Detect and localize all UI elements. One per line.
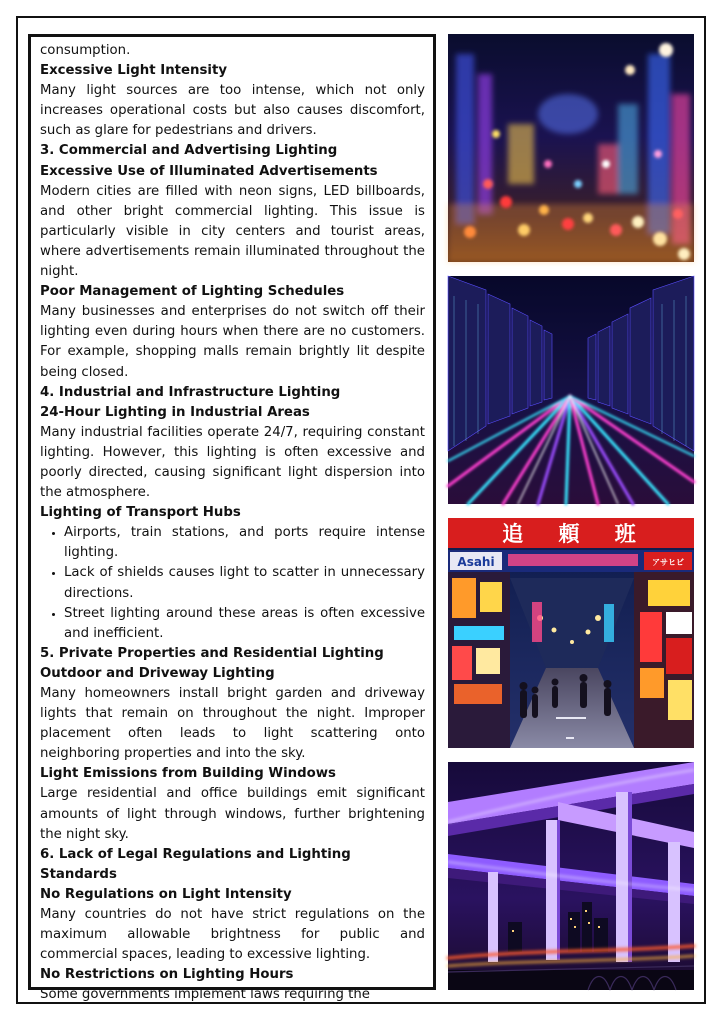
section-heading: 4. Industrial and Infrastructure Lighting (40, 384, 341, 400)
paragraph: Many light sources are too intense, which not only increases operational costs but also causes discomfort, such as glare for pedestrians and drivers. (40, 83, 425, 139)
asahi-sign-text: Asahi (457, 555, 495, 569)
section-heading: No Restrictions on Lighting Hours (40, 967, 294, 983)
paragraph: Many businesses and enterprises do not switch off their lighting even during hours when there are no customers. For example, shopping malls remain brightly lit despite being closed. (40, 304, 425, 380)
paragraph: Many countries do not have strict regulations on the maximum allowable brightness for public and commercial spaces, leading to excessive lighting. (40, 907, 425, 963)
paragraph: Modern cities are filled with neon signs, LED billboards, and other bright commercial lighting. This issue is particularly visible in city centers and tourist areas, where advertisements remain illuminated throughout the night. (40, 183, 425, 280)
section-heading: Outdoor and Driveway Lighting (40, 665, 275, 681)
section-heading: 5. Private Properties and Residential Lighting (40, 645, 384, 661)
section-heading: Excessive Use of Illuminated Advertisements (40, 163, 378, 179)
section-heading: 6. Lack of Legal Regulations and Lighting Standards (40, 846, 351, 882)
paragraph: Many homeowners install bright garden and driveway lights that remain on throughout the night. Improper placement often leads to light scattering onto neighboring properties and into the sky. (40, 686, 425, 762)
neon-light-trails-photo (448, 276, 694, 504)
section-heading: Poor Management of Lighting Schedules (40, 284, 345, 300)
section-heading: 3. Commercial and Advertising Lighting (40, 143, 338, 159)
bullet-item: • Lack of shields causes light to scatter in unnecessary directions. (64, 563, 425, 603)
bokeh-city-street-photo (448, 34, 694, 262)
paragraph: consumption. (40, 43, 131, 58)
section-heading: No Regulations on Light Intensity (40, 886, 292, 902)
paragraph: Large residential and office buildings emit significant amounts of light through windows, further brightening the night sky. (40, 786, 425, 842)
neon-shopping-street-photo (448, 518, 694, 748)
section-heading: Lighting of Transport Hubs (40, 505, 241, 521)
paragraph: Many industrial facilities operate 24/7, requiring constant lighting. However, this lighting is often excessive and poorly directed, causing significant light dispersion into the atmosphere. (40, 424, 425, 501)
paragraph: Some governments implement laws requiring the (40, 987, 370, 1003)
bullet-item: • Street lighting around these areas is often excessive and inefficient. (64, 604, 425, 644)
article-text-panel (28, 34, 436, 1003)
bullet-list (40, 523, 425, 644)
section-heading: Light Emissions from Building Windows (40, 766, 336, 782)
right-sign-text: アサヒビ (652, 558, 684, 567)
bullet-item: • Airports, train stations, and ports require intense lighting. (64, 523, 425, 563)
top-sign-text: 追 頼 班 (502, 522, 650, 546)
section-heading: Excessive Light Intensity (40, 63, 228, 79)
neon-highway-overpass-photo (448, 762, 694, 990)
section-heading: 24-Hour Lighting in Industrial Areas (40, 404, 310, 420)
